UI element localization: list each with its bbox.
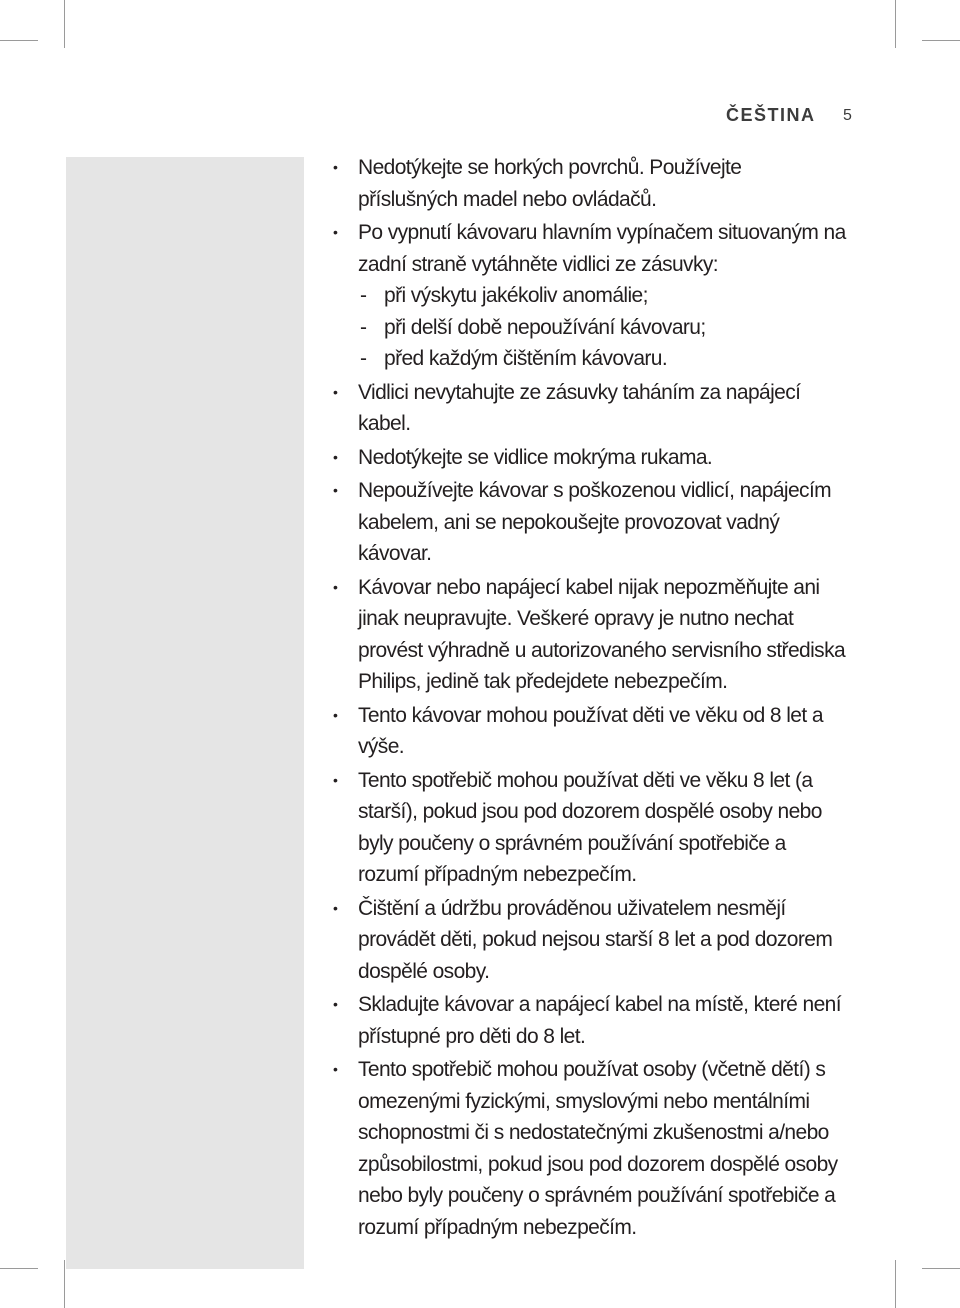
sub-list-item-text: při delší době nepoužívání kávovaru;	[384, 315, 706, 339]
dash: -	[360, 284, 367, 307]
bullet: •	[333, 1061, 338, 1077]
list-item-text: Tento spotřebič mohou používat děti ve věku 8 let (a starší), pokud jsou pod dozorem dospělé osoby nebo byly poučeny o správném používání spotřebiče a rozumí případným nebezpečím.	[358, 768, 822, 886]
page-number: 5	[843, 107, 852, 124]
list-item-text: Tento spotřebič mohou používat osoby (včetně dětí) s omezenými fyzickými, smyslovými nebo mentálními schopnostmi či s nedostatečnými zkušenostmi a/nebo způsobilostmi, pokud jsou pod dozorem dospělé osoby nebo byly poučeny o správném používání spotřebiče a rozumí případným nebezpečím.	[358, 1058, 838, 1239]
list-item-text: Kávovar nebo napájecí kabel nijak nepozměňujte ani jinak neupravujte. Veškeré opravy je nutno nechat provést výhradně u autorizovaného servisního střediska Philips, jedině tak předejdete nebezpečím.	[358, 575, 846, 693]
safety-instructions	[326, 152, 846, 1243]
sub-list-item	[358, 343, 846, 375]
bullet: •	[333, 482, 338, 498]
bullet: •	[333, 448, 338, 465]
list-item-text: Nedotýkejte se vidlice mokrýma rukama.	[358, 445, 713, 469]
bullet: •	[333, 899, 338, 916]
list-item	[326, 152, 846, 215]
crop-mark	[895, 0, 896, 48]
bullet: •	[333, 996, 338, 1012]
crop-mark	[922, 1268, 960, 1269]
list-item	[326, 700, 846, 763]
crop-mark	[895, 1260, 896, 1308]
side-panel	[66, 157, 304, 1269]
list-item-text: Tento kávovar mohou používat děti ve věku od 8 let a výše.	[358, 703, 823, 758]
crop-mark	[0, 40, 38, 41]
list-item	[326, 893, 846, 988]
crop-mark	[922, 40, 960, 41]
list-item	[326, 442, 846, 474]
list-item	[326, 765, 846, 891]
list-item-text: Po vypnutí kávovaru hlavním vypínačem situovaným na zadní straně vytáhněte vidlici ze zásuvky:	[358, 221, 846, 276]
dash: -	[360, 347, 367, 370]
list-item-text: Vidlici nevytahujte ze zásuvky taháním za napájecí kabel.	[358, 380, 801, 435]
sub-list-item-text: před každým čištěním kávovaru.	[384, 347, 668, 370]
list-item	[326, 217, 846, 375]
list-item	[326, 572, 846, 698]
dash: -	[360, 315, 367, 339]
language-header: ČEŠTINA	[726, 105, 816, 125]
bullet: •	[333, 706, 338, 723]
sub-list-item	[358, 280, 846, 312]
list-item-text: Nedotýkejte se horkých povrchů. Používejte příslušných madel nebo ovládačů.	[358, 156, 742, 211]
bullet: •	[333, 771, 338, 788]
bullet: •	[333, 578, 338, 595]
bullet: •	[333, 159, 338, 175]
sub-list-item	[358, 312, 846, 344]
crop-mark	[64, 1260, 65, 1308]
bullet: •	[333, 224, 338, 240]
list-item-text: Čištění a údržbu prováděnou uživatelem nesmějí provádět děti, pokud nejsou starší 8 let a pod dozorem dospělé osoby.	[358, 896, 833, 983]
crop-mark	[64, 0, 65, 48]
list-item	[326, 1054, 846, 1243]
crop-mark	[0, 1268, 38, 1269]
list-item	[326, 989, 846, 1052]
sub-list-item-text: při výskytu jakékoliv anomálie;	[384, 284, 648, 307]
list-item	[326, 377, 846, 440]
list-item	[326, 475, 846, 570]
bullet: •	[333, 383, 338, 400]
list-item-text: Nepoužívejte kávovar s poškozenou vidlicí, napájecím kabelem, ani se nepokoušejte provozovat vadný kávovar.	[358, 479, 832, 565]
list-item-text: Skladujte kávovar a napájecí kabel na místě, které není přístupné pro děti do 8 let.	[358, 993, 841, 1048]
